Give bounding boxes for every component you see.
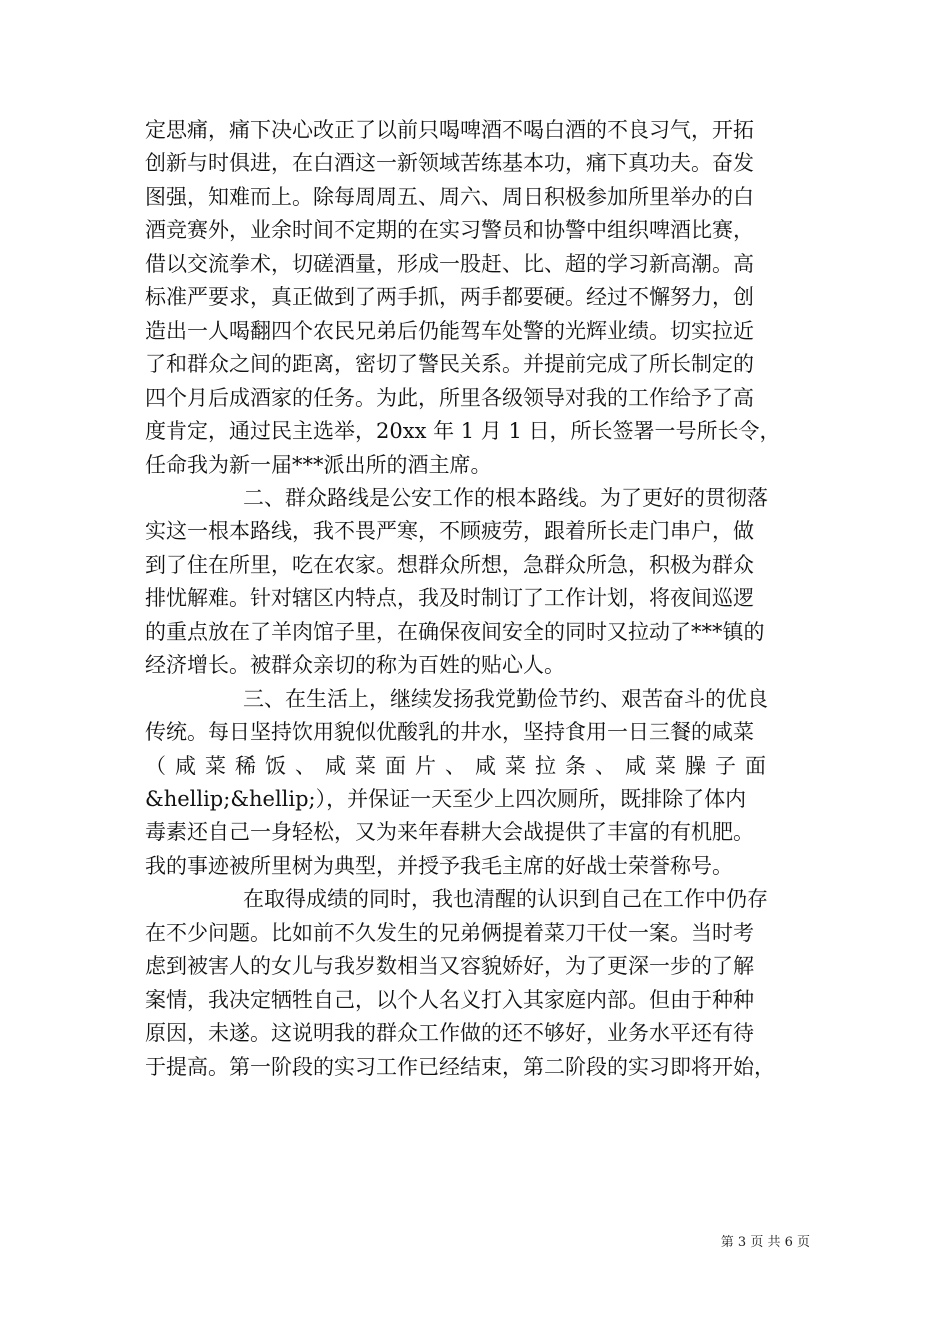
paragraph-4-line-6: 于提高。第一阶段的实习工作已经结束，第二阶段的实习即将开始， [145, 1054, 775, 1079]
paragraph-4-line-1: 在取得成绩的同时，我也清醒的认识到自己在工作中仍存 [243, 887, 768, 912]
paragraph-1-line-11: 任命我为新一届***派出所的酒主席。 [145, 452, 492, 477]
paragraph-3-line-4: &hellip;&hellip;），并保证一天至少上四次厕所，既排除了体内 [145, 787, 747, 811]
paragraph-1-line-3: 图强，知难而上。除每周周五、周六、周日积极参加所里举办的白 [145, 184, 754, 209]
paragraph-3-line-3: （咸菜稀饭、咸菜面片、咸菜拉条、咸菜臊子面 [145, 753, 775, 778]
paragraph-1-line-1: 定思痛，痛下决心改正了以前只喝啤酒不喝白酒的不良习气，开拓 [145, 118, 754, 142]
paragraph-1-line-8: 了和群众之间的距离，密切了警民关系。并提前完成了所长制定的 [145, 352, 754, 377]
paragraph-4-line-4: 案情，我决定牺牲自己，以个人名义打入其家庭内部。但由于种种 [145, 987, 754, 1012]
paragraph-4-line-3: 虑到被害人的女儿与我岁数相当又容貌娇好，为了更深一步的了解 [145, 954, 754, 979]
paragraph-3-line-5: 毒素还自己一身轻松，又为来年春耕大会战提供了丰富的有机肥。 [145, 820, 754, 845]
paragraph-2-line-2: 实这一根本路线，我不畏严寒，不顾疲劳，跟着所长走门串户，做 [145, 519, 754, 544]
paragraph-4-line-2: 在不少问题。比如前不久发生的兄弟俩提着菜刀干仗一案。当时考 [145, 920, 754, 945]
paragraph-1-line-5: 借以交流拳术，切磋酒量，形成一股赶、比、超的学习新高潮。高 [145, 251, 754, 276]
paragraph-2-line-4: 排忧解难。针对辖区内特点，我及时制订了工作计划，将夜间巡逻 [145, 586, 754, 611]
paragraph-1-line-10: 度肯定，通过民主选举，20xx 年 1 月 1 日，所长签署一号所长令， [145, 419, 781, 444]
paragraph-2-line-6: 经济增长。被群众亲切的称为百姓的贴心人。 [145, 653, 565, 678]
paragraph-3-line-6: 我的事迹被所里树为典型，并授予我毛主席的好战士荣誉称号。 [145, 853, 733, 878]
paragraph-1-line-6: 标准严要求，真正做到了两手抓，两手都要硬。经过不懈努力，创 [145, 285, 754, 310]
paragraph-1-line-4: 酒竞赛外，业余时间不定期的在实习警员和协警中组织啤酒比赛， [145, 218, 754, 243]
paragraph-2-line-1: 二、群众路线是公安工作的根本路线。为了更好的贯彻落 [243, 485, 768, 510]
paragraph-1-line-7: 造出一人喝翻四个农民兄弟后仍能驾车处警的光辉业绩。切实拉近 [145, 318, 754, 343]
paragraph-2-line-5: 的重点放在了羊肉馆子里，在确保夜间安全的同时又拉动了***镇的 [145, 619, 765, 644]
paragraph-2-line-3: 到了住在所里，吃在农家。想群众所想，急群众所急，积极为群众 [145, 552, 754, 577]
paragraph-1-line-9: 四个月后成酒家的任务。为此，所里各级领导对我的工作给予了高 [145, 385, 754, 410]
page-number-footer: 第 3 页 共 6 页 [720, 1235, 810, 1250]
paragraph-3-line-2: 传统。每日坚持饮用貌似优酸乳的井水，坚持食用一日三餐的咸菜 [145, 720, 754, 745]
paragraph-4-line-5: 原因，未遂。这说明我的群众工作做的还不够好，业务水平还有待 [145, 1021, 754, 1046]
paragraph-1-line-2: 创新与时俱进，在白酒这一新领域苦练基本功，痛下真功夫。奋发 [145, 151, 754, 176]
paragraph-3-line-1: 三、在生活上，继续发扬我党勤俭节约、艰苦奋斗的优良 [243, 686, 768, 711]
